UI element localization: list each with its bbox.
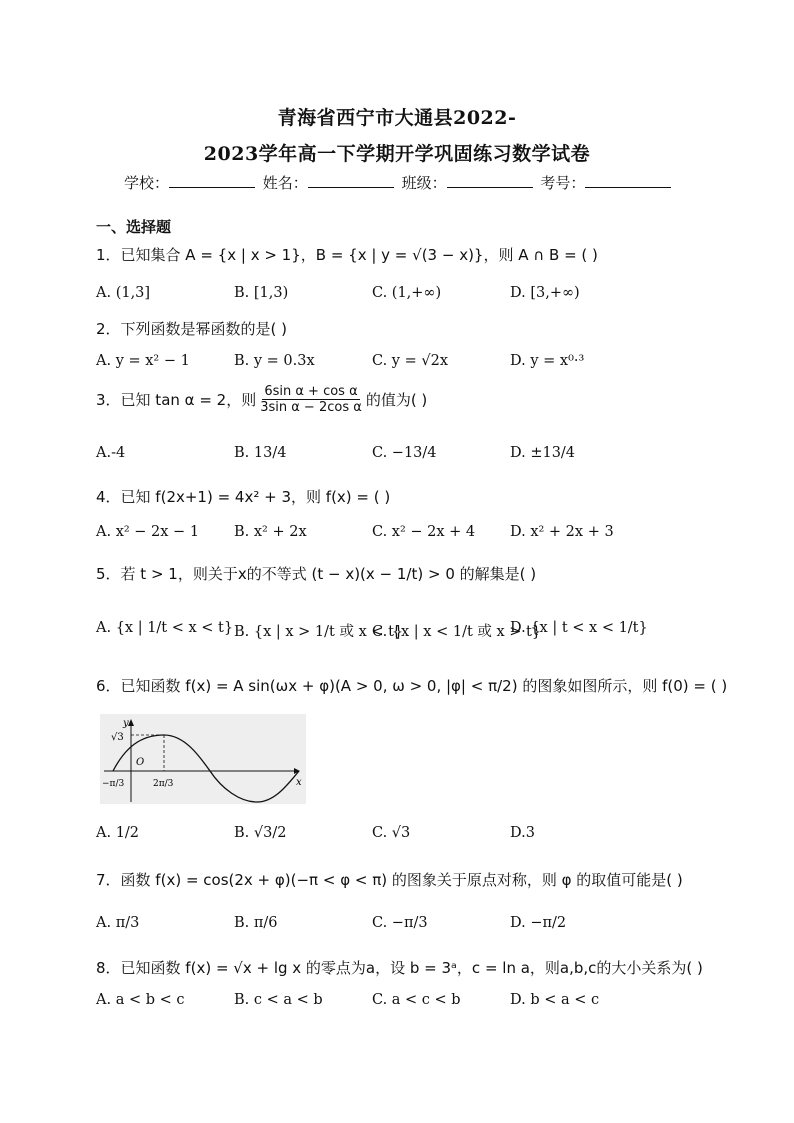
q8-option-c[interactable]: C. a < c < b: [372, 992, 461, 1008]
y-axis-label: y: [123, 718, 129, 729]
q5-option-a[interactable]: A. {x | 1/t < x < t}: [96, 620, 234, 636]
q3-stem-pre: 3．已知 tan α = 2，则: [96, 391, 257, 409]
q3-frac-denominator: 3sin α − 2cos α: [260, 400, 362, 415]
question-1-stem: 1．已知集合 A = {x | x > 1}，B = {x | y = √(3 − x)}，则 A ∩ B = ( ): [96, 246, 598, 264]
q8-option-a[interactable]: A. a < b < c: [96, 992, 185, 1008]
q7-option-d[interactable]: D. −π/2: [510, 915, 567, 931]
exam-no-label: 考号：: [540, 174, 586, 192]
question-4-stem: 4．已知 f(2x+1) = 4x² + 3，则 f(x) = ( ): [96, 488, 391, 506]
origin-label: O: [136, 757, 145, 768]
x-axis-label: x: [296, 777, 302, 788]
class-blank[interactable]: [447, 173, 533, 188]
q3-frac-numerator: 6sin α + cos α: [264, 384, 358, 399]
q1-option-d[interactable]: D. [3,+∞): [510, 285, 580, 301]
school-blank[interactable]: [169, 173, 255, 188]
school-label: 学校：: [124, 174, 170, 192]
q1-option-b[interactable]: B. [1,3): [234, 285, 289, 301]
q4-option-b[interactable]: B. x² + 2x: [234, 524, 307, 540]
q5-option-d[interactable]: D. {x | t < x < 1/t}: [510, 620, 648, 636]
q3-option-a[interactable]: A.-4: [96, 445, 126, 461]
q7-option-a[interactable]: A. π/3: [96, 915, 140, 931]
q2-option-b[interactable]: B. y = 0.3x: [234, 353, 315, 369]
question-6-stem: 6．已知函数 f(x) = A sin(ωx + φ)(A > 0, ω > 0, |φ| < π/2) 的图象如图所示，则 f(0) = ( ): [96, 677, 728, 695]
sine-graph-figure: [100, 714, 306, 804]
q3-option-c[interactable]: C. −13/4: [372, 445, 437, 461]
question-7-stem: 7．函数 f(x) = cos(2x + φ)(−π < φ < π) 的图象关于原点对称，则 φ 的取值可能是( ): [96, 871, 683, 889]
q3-stem-post: 的值为( ): [365, 391, 428, 409]
amplitude-label: √3: [111, 732, 124, 743]
q6-option-c[interactable]: C. √3: [372, 825, 411, 841]
q2-option-c[interactable]: C. y = √2x: [372, 353, 448, 369]
q5-option-b[interactable]: B. {x | x > 1/t 或 x < t}: [234, 624, 404, 640]
title-line-2: 2023学年高一下学期开学巩固练习数学试卷: [203, 143, 591, 165]
q8-option-d[interactable]: D. b < a < c: [510, 992, 600, 1008]
name-blank[interactable]: [308, 173, 394, 188]
exam-no-blank[interactable]: [585, 173, 671, 188]
right-tick-label: 2π/3: [153, 779, 174, 789]
q4-option-d[interactable]: D. x² + 2x + 3: [510, 524, 614, 540]
q2-option-d[interactable]: D. y = x⁰·³: [510, 353, 585, 369]
question-3-stem: [96, 384, 427, 415]
q4-option-c[interactable]: C. x² − 2x + 4: [372, 524, 476, 540]
q7-option-c[interactable]: C. −π/3: [372, 915, 428, 931]
q6-option-d[interactable]: D.3: [510, 825, 535, 841]
q6-option-a[interactable]: A. 1/2: [96, 825, 140, 841]
q1-option-c[interactable]: C. (1,+∞): [372, 285, 442, 301]
q3-fraction: [258, 384, 364, 415]
q3-option-b[interactable]: B. 13/4: [234, 445, 287, 461]
name-label: 姓名：: [262, 174, 308, 192]
q8-option-b[interactable]: B. c < a < b: [234, 992, 323, 1008]
student-info-line: [124, 172, 674, 193]
q5-option-c[interactable]: C. {x | x < 1/t 或 x > t}: [372, 624, 542, 640]
q3-option-d[interactable]: D. ±13/4: [510, 445, 576, 461]
q1-option-a[interactable]: A. (1,3]: [96, 285, 151, 301]
q7-option-b[interactable]: B. π/6: [234, 915, 278, 931]
class-label: 班级：: [401, 174, 447, 192]
section-heading: 一、选择题: [96, 218, 172, 236]
question-2-stem: 2．下列函数是幂函数的是( ): [96, 320, 288, 338]
question-8-stem: 8．已知函数 f(x) = √x + lg x 的零点为a，设 b = 3ᵃ，c = ln a，则a,b,c的大小关系为( ): [96, 959, 703, 977]
question-5-stem: 5．若 t > 1，则关于x的不等式 (t − x)(x − 1/t) > 0 的解集是( ): [96, 565, 537, 583]
q2-option-a[interactable]: A. y = x² − 1: [96, 353, 190, 369]
q4-option-a[interactable]: A. x² − 2x − 1: [96, 524, 200, 540]
title-line-1: 青海省西宁市大通县2022-: [277, 107, 517, 129]
q6-option-b[interactable]: B. √3/2: [234, 825, 287, 841]
left-tick-label: −π/3: [102, 779, 125, 789]
